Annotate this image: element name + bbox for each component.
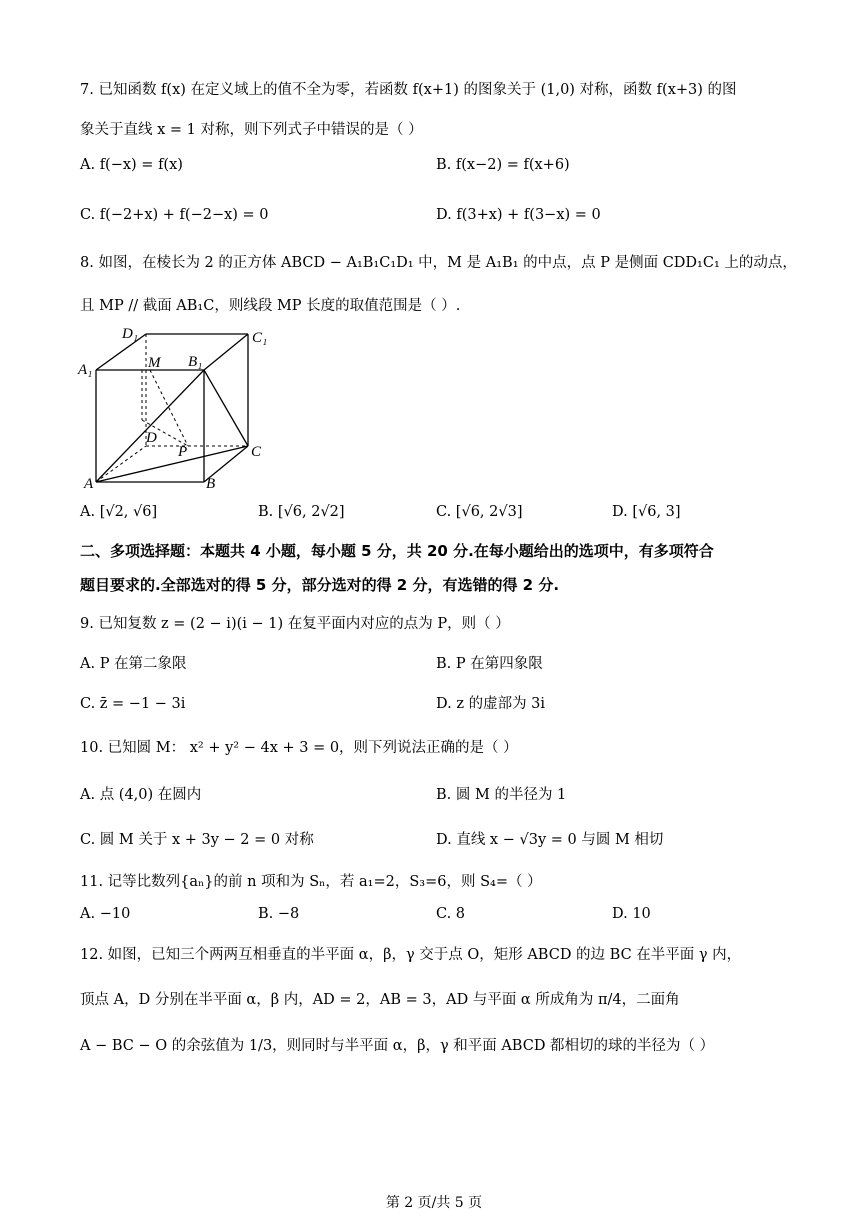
- q9-option-d: D. z 的虚部为 3i: [436, 696, 546, 712]
- cube-figure: [76, 322, 276, 492]
- q7-option-d: D. f(3+x) + f(3−x) = 0: [436, 207, 601, 223]
- q10-line: 10. 已知圆 M： x² + y² − 4x + 3 = 0，则下列说法正确的是（ ）: [80, 740, 518, 756]
- q7-option-c: C. f(−2+x) + f(−2−x) = 0: [80, 207, 269, 223]
- q8-option-c: C. [√6, 2√3]: [436, 504, 523, 520]
- q11-option-a: A. −10: [80, 906, 131, 922]
- q11-option-c: C. 8: [436, 906, 466, 922]
- label-a: A: [84, 476, 94, 492]
- q8-line1: 8. 如图，在棱长为 2 的正方体 ABCD − A₁B₁C₁D₁ 中，M 是 A₁B₁ 的中点，点 P 是侧面 CDD₁C₁ 上的动点，: [80, 255, 797, 271]
- q12-line1: 12. 如图，已知三个两两互相垂直的半平面 α，β，γ 交于点 O，矩形 ABCD 的边 BC 在半平面 γ 内，: [80, 947, 742, 963]
- label-c: C: [251, 444, 262, 460]
- label-a1: A₁: [78, 362, 93, 378]
- q9-option-a: A. P 在第二象限: [80, 656, 187, 672]
- q11-line: 11. 记等比数列{aₙ}的前 n 项和为 Sₙ，若 a₁=2，S₃=6，则 S₄=（ ）: [80, 874, 542, 890]
- q8-line2: 且 MP // 截面 AB₁C，则线段 MP 长度的取值范围是（ ）.: [80, 298, 461, 314]
- q9-option-c: C. z̄ = −1 − 3i: [80, 696, 186, 712]
- q7-line2: 象关于直线 x = 1 对称，则下列式子中错误的是（ ）: [80, 122, 423, 138]
- q10-option-b: B. 圆 M 的半径为 1: [436, 787, 567, 803]
- page-footer: 第 2 页/共 5 页: [385, 1195, 483, 1211]
- q10-option-d: D. 直线 x − √3y = 0 与圆 M 相切: [436, 832, 664, 848]
- label-d: D: [146, 430, 157, 446]
- q10-option-a: A. 点 (4,0) 在圆内: [80, 787, 202, 803]
- q8-option-d: D. [√6, 3]: [612, 504, 681, 520]
- q7-line1: 7. 已知函数 f(x) 在定义域上的值不全为零，若函数 f(x+1) 的图象关于 (1,0) 对称，函数 f(x+3) 的图: [80, 82, 737, 98]
- q10-option-c: C. 圆 M 关于 x + 3y − 2 = 0 对称: [80, 832, 314, 848]
- label-d1: D₁: [122, 326, 139, 342]
- section2-heading-line2: 题目要求的.全部选对的得 5 分，部分选对的得 2 分，有选错的得 2 分.: [80, 576, 560, 594]
- label-b: B: [206, 476, 216, 492]
- q8-option-b: B. [√6, 2√2]: [258, 504, 345, 520]
- q11-option-b: B. −8: [258, 906, 300, 922]
- q12-line3: A − BC − O 的余弦值为 1/3，则同时与半平面 α，β，γ 和平面 ABCD 都相切的球的半径为（ ）: [80, 1038, 715, 1054]
- section2-heading-line1: 二、多项选择题：本题共 4 小题，每小题 5 分，共 20 分.在每小题给出的选项中，有多项符合: [80, 542, 714, 560]
- label-c1: C₁: [252, 330, 268, 346]
- label-m: M: [148, 355, 161, 371]
- q11-option-d: D. 10: [612, 906, 651, 922]
- q7-option-b: B. f(x−2) = f(x+6): [436, 157, 570, 173]
- q12-line2: 顶点 A，D 分别在半平面 α，β 内，AD = 2，AB = 3，AD 与平面 α 所成角为 π/4，二面角: [80, 992, 680, 1008]
- label-p: P: [178, 444, 188, 460]
- q9-line: 9. 已知复数 z = (2 − i)(i − 1) 在复平面内对应的点为 P，则（ ）: [80, 616, 510, 632]
- label-b1: B₁: [188, 354, 203, 370]
- q9-option-b: B. P 在第四象限: [436, 656, 543, 672]
- q7-option-a: A. f(−x) = f(x): [80, 157, 183, 173]
- q8-option-a: A. [√2, √6]: [80, 504, 158, 520]
